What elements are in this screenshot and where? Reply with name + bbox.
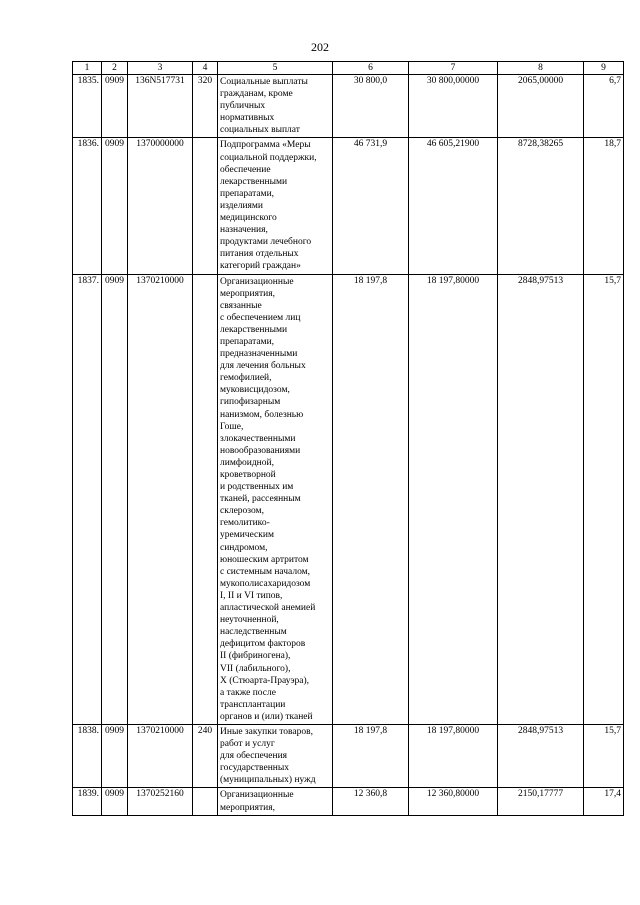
table-row <box>73 788 624 815</box>
value-col7: 30 800,00000 <box>409 75 498 138</box>
row-number: 1838. <box>73 724 102 787</box>
value-col6: 12 360,8 <box>333 788 409 815</box>
table-header-row <box>73 62 624 75</box>
value-col9: 17,4 <box>584 788 624 815</box>
budget-table <box>72 61 624 816</box>
column-header: 9 <box>584 62 624 75</box>
value-col6: 30 800,0 <box>333 75 409 138</box>
row-number: 1836. <box>73 138 102 274</box>
value-col7: 18 197,80000 <box>409 724 498 787</box>
expense-type-code <box>193 274 218 724</box>
column-header: 5 <box>218 62 333 75</box>
section-code: 0909 <box>102 788 128 815</box>
target-article-code: 1370000000 <box>128 138 193 274</box>
section-code: 0909 <box>102 724 128 787</box>
table-row <box>73 274 624 724</box>
row-number: 1835. <box>73 75 102 138</box>
value-col6: 18 197,8 <box>333 274 409 724</box>
value-col6: 46 731,9 <box>333 138 409 274</box>
column-header: 1 <box>73 62 102 75</box>
expense-type-code <box>193 138 218 274</box>
expense-type-code <box>193 788 218 815</box>
column-header: 8 <box>498 62 584 75</box>
item-name: Иные закупки товаров, работ и услуг для обеспечения государственных (муниципальных) нужд <box>218 724 333 787</box>
target-article-code: 136N517731 <box>128 75 193 138</box>
item-name: Организационные мероприятия, <box>218 788 333 815</box>
section-code: 0909 <box>102 138 128 274</box>
section-code: 0909 <box>102 75 128 138</box>
target-article-code: 1370252160 <box>128 788 193 815</box>
column-header: 6 <box>333 62 409 75</box>
value-col6: 18 197,8 <box>333 724 409 787</box>
value-col7: 12 360,80000 <box>409 788 498 815</box>
value-col7: 46 605,21900 <box>409 138 498 274</box>
page-number: 202 <box>311 40 329 54</box>
column-header: 2 <box>102 62 128 75</box>
value-col9: 15,7 <box>584 724 624 787</box>
row-number: 1839. <box>73 788 102 815</box>
expense-type-code: 320 <box>193 75 218 138</box>
column-header: 4 <box>193 62 218 75</box>
value-col8: 2848,97513 <box>498 274 584 724</box>
section-code: 0909 <box>102 274 128 724</box>
item-name: Социальные выплаты гражданам, кроме публичных нормативных социальных выплат <box>218 75 333 138</box>
target-article-code: 1370210000 <box>128 724 193 787</box>
row-number: 1837. <box>73 274 102 724</box>
item-name: Подпрограмма «Меры социальной поддержки, обеспечение лекарственными препаратами, изделиями медицинского назначения, продуктами лечебного питания отдельных категорий граждан» <box>218 138 333 274</box>
value-col8: 8728,38265 <box>498 138 584 274</box>
table-row <box>73 75 624 138</box>
table-row <box>73 138 624 274</box>
target-article-code: 1370210000 <box>128 274 193 724</box>
value-col9: 6,7 <box>584 75 624 138</box>
item-name: Организационные мероприятия, связанные с обеспечением лиц лекарственными препаратами, предназначенными для лечения больных гемофилией, муковисцидозом, гипофизарным нанизмом, болезнью Гоше, злокачественными новообразованиями лимфоидной, кроветворной и родственных им тканей, рассеянным склерозом, гемолитико- уремическим синдромом, юношеским артритом с системным началом, мукополисахаридозом I, II и VI типов, апластической анемией неуточненной, наследственным дефицитом факторов II (фибриногена), VII (лабильного), X (Стюарта-Прауэра), а также после трансплантации органов и (или) тканей <box>218 274 333 724</box>
value-col9: 15,7 <box>584 274 624 724</box>
value-col8: 2848,97513 <box>498 724 584 787</box>
value-col8: 2150,17777 <box>498 788 584 815</box>
value-col9: 18,7 <box>584 138 624 274</box>
table-row <box>73 724 624 787</box>
column-header: 3 <box>128 62 193 75</box>
value-col7: 18 197,80000 <box>409 274 498 724</box>
column-header: 7 <box>409 62 498 75</box>
value-col8: 2065,00000 <box>498 75 584 138</box>
expense-type-code: 240 <box>193 724 218 787</box>
